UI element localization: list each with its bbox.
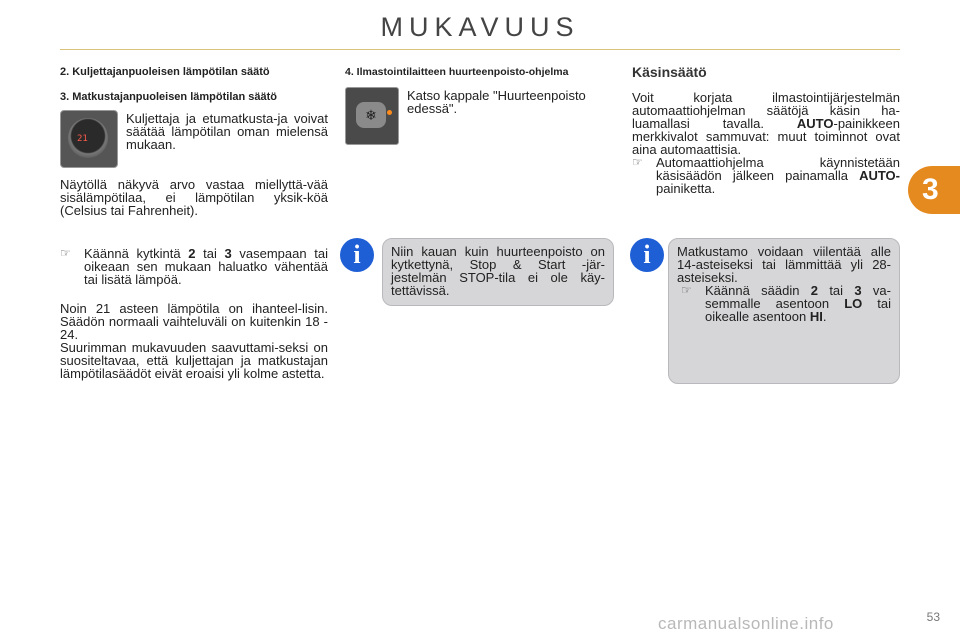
indicator-led	[387, 110, 392, 115]
manual-section-title: Käsinsäätö	[632, 64, 707, 80]
bullet-turn-knob	[60, 247, 328, 286]
info-text-defrost: Niin kauan kuin huurteenpoisto on kytkettynä, Stop & Start -jär-jestelmän STOP-tila ei ole käy-tettävissä.	[391, 244, 605, 298]
temperature-dial-image	[60, 110, 118, 168]
heading-driver-temp: 2. Kuljettajanpuoleisen lämpötilan säätö	[60, 66, 270, 78]
column-right	[632, 66, 900, 203]
bullet-auto	[632, 156, 900, 195]
dial-description: Kuljettaja ja etumatkusta-ja voivat säätää lämpötilan oman mielensä mukaan.	[126, 111, 328, 152]
bullet-text: Käännä kytkintä 2 tai 3 vasempaan tai oikeaan sen mukaan haluatko vähentää tai lisätä lämpöä.	[84, 246, 328, 287]
page-title: MUKAVUUS	[380, 12, 580, 42]
bullet-text: Automaattiohjelma käynnistetään käsisäädön jälkeen painamalla AUTO-painiketta.	[656, 155, 900, 196]
header-rule	[60, 49, 900, 50]
defrost-icon: ❄	[356, 102, 386, 128]
heading-passenger-temp: 3. Matkustajanpuoleisen lämpötilan säätö	[60, 91, 277, 103]
info-text-temp-range: Matkustamo voidaan viilentää alle 14-asteiseksi tai lämmittää yli 28-asteiseksi.	[677, 244, 891, 285]
display-description: Näytöllä näkyvä arvo vastaa miellyttä-vää sisälämpötilaa, ei lämpötilan yksik-köä (Celsius tai Fahrenheit).	[60, 177, 328, 218]
defrost-button-image	[345, 87, 399, 145]
chapter-tab[interactable]: 3	[908, 166, 960, 214]
pointing-hand-icon: ☞	[632, 155, 643, 169]
comfort-paragraph: Suurimman mukavuuden saavuttami-seksi on suositeltavaa, että kuljettajan ja matkustajan lämpötilasäädöt eivät eroaisi yli kolme astetta.	[60, 340, 328, 381]
footer-watermark[interactable]: carmanualsonline.info	[658, 614, 834, 633]
heading-defrost: 4. Ilmastointilaitteen huurteenpoisto-ohjelma	[345, 66, 569, 78]
bullet-text: Käännä säädin 2 tai 3 va-semmalle asentoon LO tai oikealle asentoon HI.	[705, 283, 892, 324]
page-number: 53	[926, 610, 940, 624]
manual-paragraph: Voit korjata ilmastointijärjestelmän automaattiohjelman säätöjä käsin ha-luamallasi tavalla. AUTO-painikkeen merkkivalot sammuvat: muut toiminnot ovat aina automaattisia.	[632, 90, 900, 157]
info-icon: i	[340, 238, 374, 272]
dial-ring	[68, 118, 108, 158]
defrost-reference: Katso kappale "Huurteenpoisto edessä".	[407, 88, 586, 116]
pointing-hand-icon: ☞	[60, 246, 71, 260]
bullet-lo-hi	[681, 284, 891, 323]
dial-digits: 21	[77, 134, 88, 144]
info-icon: i	[630, 238, 664, 272]
column-middle	[345, 66, 615, 145]
pointing-hand-icon: ☞	[681, 283, 692, 297]
info-box-temp-range	[668, 238, 900, 384]
column-left	[60, 66, 328, 380]
info-box-defrost	[382, 238, 614, 306]
ideal-temp-paragraph: Noin 21 asteen lämpötila on ihanteel-lisin. Säädön normaali vaihteluväli on kuitenkin 18 - 24.	[60, 301, 328, 342]
